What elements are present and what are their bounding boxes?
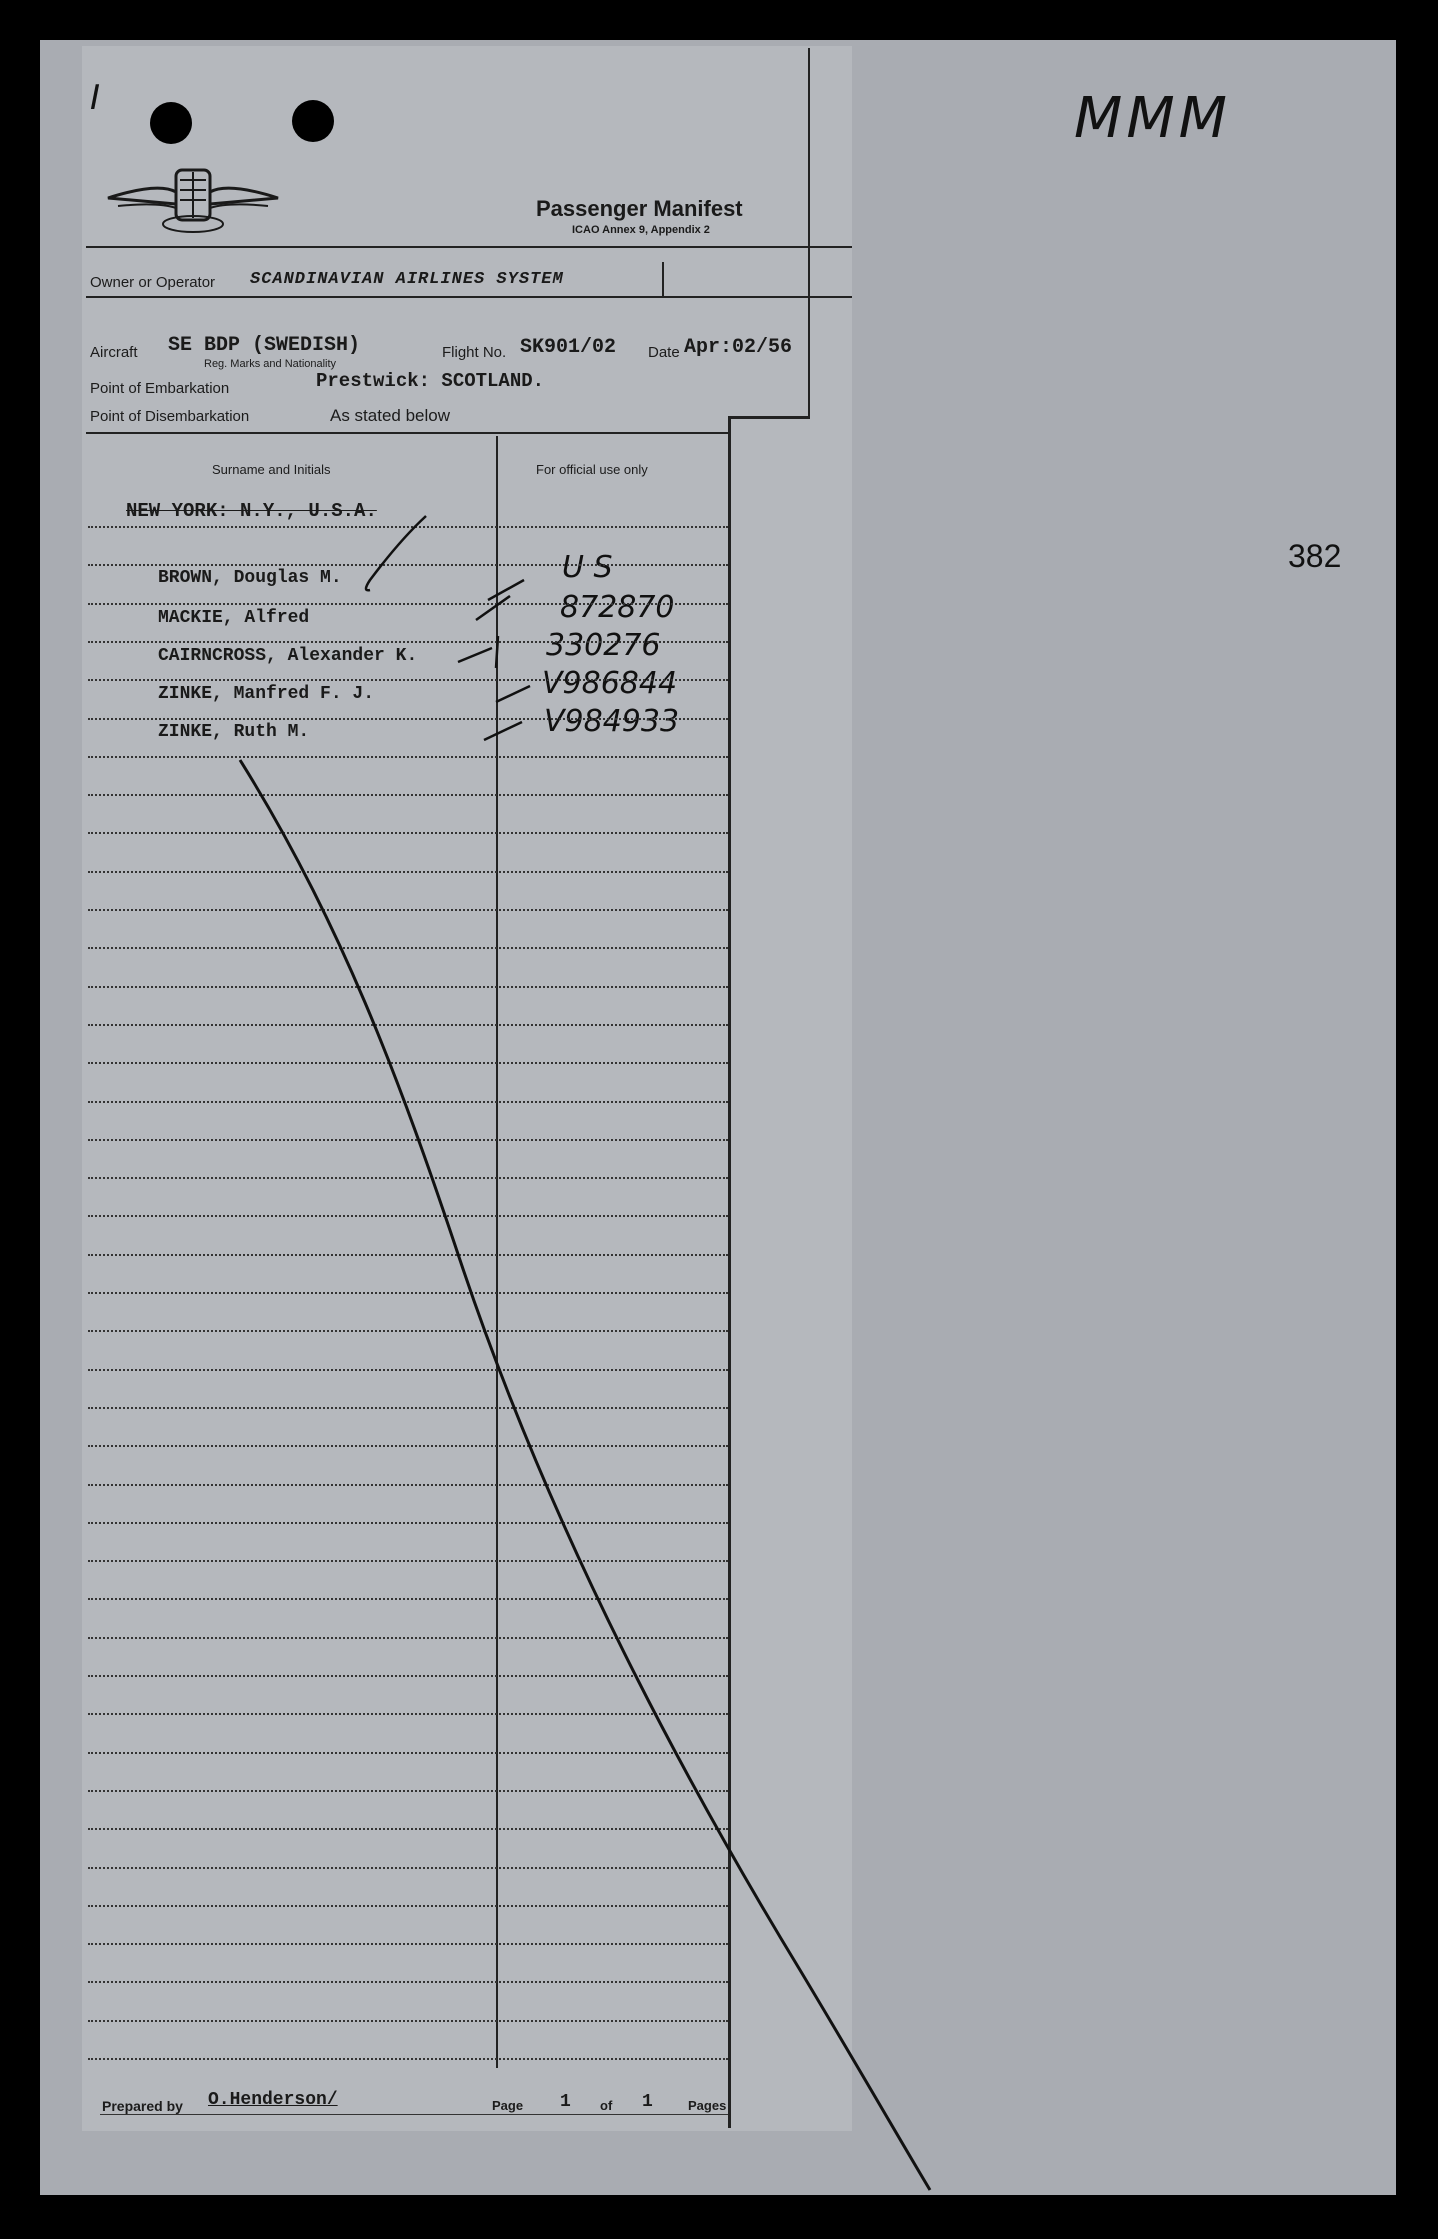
disembarkation-label: Point of Disembarkation <box>90 408 250 425</box>
passenger-name: ZINKE, Ruth M. <box>158 722 310 742</box>
passenger-name: BROWN, Douglas M. <box>158 568 342 588</box>
date-label: Date <box>648 344 680 361</box>
document-page <box>40 40 1396 2195</box>
aircraft-hint: Reg. Marks and Nationality <box>204 358 337 370</box>
form-subtitle: ICAO Annex 9, Appendix 2 <box>572 224 710 236</box>
passenger-name: ZINKE, Manfred F. J. <box>158 684 375 704</box>
passenger-name: MACKIE, Alfred <box>158 608 310 628</box>
official-entry: V986844 <box>542 666 678 701</box>
top-left-mark: I <box>90 78 101 118</box>
of-value: 1 <box>642 2092 653 2112</box>
form-title: Passenger Manifest <box>536 196 743 221</box>
passenger-name: CAIRNCROSS, Alexander K. <box>158 646 418 666</box>
official-entry: 872870 <box>560 590 675 625</box>
aircraft-label: Aircraft <box>90 344 138 361</box>
prepared-by-label: Prepared by <box>102 2098 183 2114</box>
col-official-header: For official use only <box>536 462 648 477</box>
embarkation-label: Point of Embarkation <box>90 380 230 397</box>
of-label: of <box>600 2098 613 2113</box>
flight-value: SK901/02 <box>520 336 617 359</box>
owner-value: SCANDINAVIAN AIRLINES SYSTEM <box>250 270 564 289</box>
official-entry: 330276 <box>546 628 661 663</box>
owner-label: Owner or Operator <box>90 274 216 291</box>
top-right-mark: MMM <box>1074 86 1231 151</box>
page-number: 382 <box>1288 538 1342 574</box>
official-entry: V984933 <box>544 704 680 739</box>
aircraft-value: SE BDP (SWEDISH) <box>168 334 361 357</box>
destination: NEW YORK: N.Y., U.S.A. <box>126 500 377 522</box>
page-label: Page <box>492 2098 524 2113</box>
date-value: Apr:02/56 <box>684 336 793 359</box>
page-value: 1 <box>560 2092 571 2112</box>
pen-strokes <box>40 40 1396 2195</box>
flight-label: Flight No. <box>442 344 507 361</box>
col-names-header: Surname and Initials <box>212 462 331 477</box>
official-entry: U S <box>562 550 613 585</box>
prepared-by-value: O.Henderson/ <box>208 2090 338 2110</box>
pages-label: Pages <box>688 2098 727 2113</box>
embarkation-value: Prestwick: SCOTLAND. <box>316 370 545 392</box>
disembarkation-value: As stated below <box>330 406 451 425</box>
